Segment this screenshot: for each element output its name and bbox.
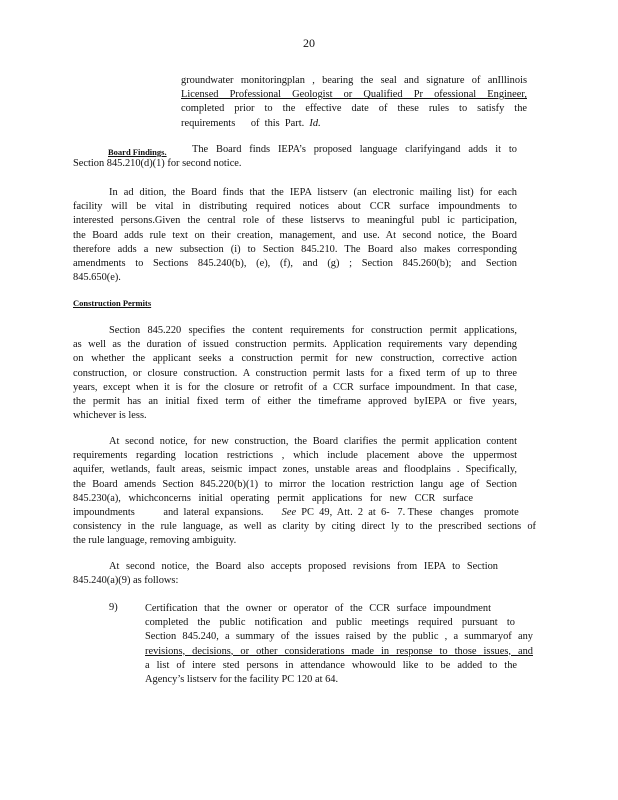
board-findings-text: The Board finds IEPA’s proposed language clarifyingand adds it to xyxy=(192,144,517,155)
paragraph-line: 845.650(e). xyxy=(73,272,121,284)
paragraph-line: construction, or closure construction. A construction permit lasts for a fixed term of up to three xyxy=(73,367,517,379)
item-line: revisions, decisions, or other considerations made in response to those issues, and xyxy=(145,645,533,657)
paragraph-line: the Board amends Section 845.220(b)(1) to mirror the location restriction langu age of Section xyxy=(73,478,517,490)
board-findings-heading: Board Findings. xyxy=(108,147,167,157)
item-number: 9) xyxy=(109,602,118,613)
item-line: a list of intere sted persons in attendance whowould like to be added to the xyxy=(145,659,517,671)
board-findings-text: Section 845.210(d)(1) for second notice. xyxy=(73,158,242,169)
quote-line: groundwater monitoringplan , bearing the seal and signature of anIllinois xyxy=(181,75,527,86)
item-line: Agency’s listserv for the facility PC 120 at 64. xyxy=(145,674,339,686)
paragraph-line: 845.240(a)(9) as follows: xyxy=(73,575,179,587)
page-number: 20 xyxy=(303,36,315,50)
paragraph-line: the rule language, removing ambiguity. xyxy=(73,535,237,547)
paragraph-line: facility will be vital in distributing required notices about CCR surface impoundments to xyxy=(73,201,517,213)
paragraph-line: the Board adds rule text on their creation, management, and use. At second notice, the Board xyxy=(73,229,517,241)
revisions-paragraph xyxy=(73,560,498,588)
quoted-rule-text xyxy=(181,74,527,131)
construction-permits-heading: Construction Permits xyxy=(73,298,152,308)
listserv-paragraph xyxy=(73,186,517,285)
paragraph-line: interested persons.Given the central role of these listservs to meaningful publ ic participation, xyxy=(73,215,517,227)
paragraph-line: aquifer, wetlands, fault areas, seismic impact zones, unstable areas and floodplains . Specifically, xyxy=(73,464,517,476)
item-line: completed the public notification and public meetings required pursuant to xyxy=(145,617,515,629)
paragraph-line: 845.230(a), whichconcerns initial operating permit applications for new CCR surface xyxy=(73,492,473,504)
paragraph-line: At second notice, for new construction, the Board clarifies the permit application content xyxy=(109,436,517,447)
paragraph-line: In ad dition, the Board finds that the IEPA listserv (an electronic mailing list) for each xyxy=(109,187,517,198)
paragraph-line: years, except when it is for the closure or retrofit of a CCR surface impoundment. In that case, xyxy=(73,381,517,393)
item-line: Certification that the owner or operator of the CCR surface impoundment xyxy=(145,603,491,614)
quote-line: requirements of this Part. Id. xyxy=(181,117,321,129)
construction-paragraph xyxy=(73,324,517,423)
paragraph-line: requirements regarding location restrictions , which include placement above the uppermost xyxy=(73,450,517,462)
paragraph-line: the permit has an initial fixed term of either the timeframe approved byIEPA or five years, xyxy=(73,396,517,408)
board-findings-line xyxy=(192,143,517,157)
paragraph-line: on whether the applicant seeks a construction permit for new construction, corrective action xyxy=(73,353,517,365)
item-line: Section 845.240, a summary of the issues raised by the public , a summaryof any xyxy=(145,631,533,643)
paragraph-line: consistency in the rule language, as well as clarity by citing direct ly to the prescribed sections of xyxy=(73,521,536,533)
board-findings-line-2 xyxy=(73,157,373,171)
quote-line: Licensed Professional Geologist or Qualified Pr ofessional Engineer, xyxy=(181,89,527,101)
paragraph-line: whichever is less. xyxy=(73,410,147,422)
paragraph-line: amendments to Sections 845.240(b), (e), (f), and (g) ; Section 845.260(b); and Section xyxy=(73,258,517,270)
quote-line: completed prior to the effective date of these rules to satisfy the xyxy=(181,103,527,115)
paragraph-line: impoundments and lateral expansions. See PC 49, Att. 2 at 6- 7. These changes promote xyxy=(73,507,519,519)
paragraph-line: as well as the duration of issued construction permits. Application requirements vary depending xyxy=(73,339,517,351)
item-text xyxy=(145,602,533,687)
paragraph-line: Section 845.220 specifies the content requirements for construction permit applications, xyxy=(109,325,517,336)
paragraph-line: therefore adds a new subsection (i) to Section 845.210. The Board also makes corresponding xyxy=(73,243,517,255)
second-notice-paragraph xyxy=(73,435,536,549)
paragraph-line: At second notice, the Board also accepts proposed revisions from IEPA to Section xyxy=(109,561,498,572)
